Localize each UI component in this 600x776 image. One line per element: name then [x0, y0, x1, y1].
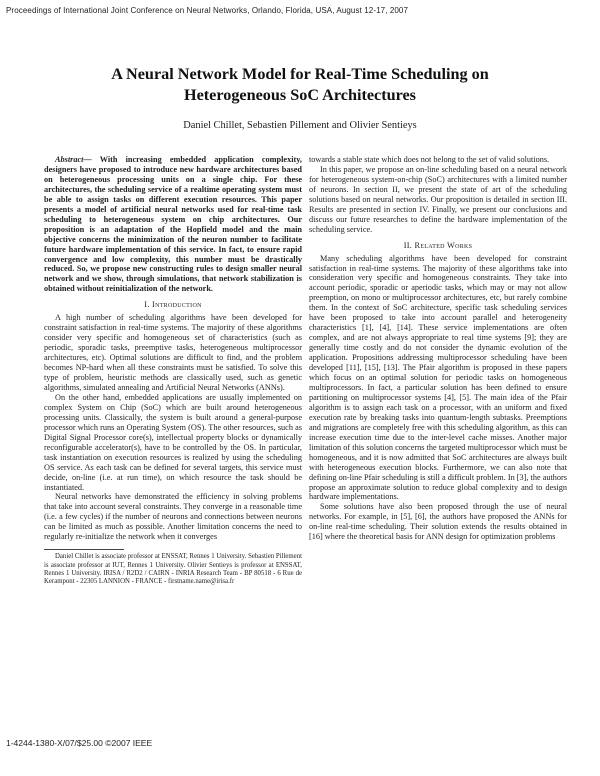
section-heading-related-works: II. Related Works — [403, 240, 473, 250]
paragraph: Some solutions have also been proposed through the use of neural networks. For example, in [5], [6], the authors have proposed the ANNs for on-line real-time scheduling. Their solution extends the results obtained in [16] where the theoretical basis for ANN design for optimization problems — [309, 502, 567, 542]
title-line-2: Heterogeneous SoC Architectures — [184, 86, 416, 104]
title-line-1: A Neural Network Model for Real-Time Scheduling on — [111, 65, 489, 83]
author-footnote: Daniel Chillet is associate professor at ENSSAT, Rennes 1 University. Sebastien Pillement is associate professor at IUT, Rennes 1 University. Olivier Sentieys is professor at ENSSAT, Rennes 1 University. IRISA / R2D2 / CAIRN - INRIA Research Team - BP 80518 - 6 Rue de Kerampont - 22305 LANNION - FRANCE - firstname.name@irisa.fr — [44, 553, 302, 586]
abstract-label: Abstract — [55, 155, 84, 164]
paragraph: On the other hand, embedded applications are usually implemented on complex System on Chip (SoC) which are built around heterogeneous processing units. Classically, the system is built around a general-purpose processor which runs an Operating System (OS). The other resources, such as Digital Signal Processor core(s), intellectual property blocks or dynamically reconfigurable accelerator(s), have to be controlled by the OS. In particular, task instantiation on execution resources is realized by using the scheduling OS service. As each task can be defined for several targets, this service must decide, on-line (i.e. at run time), on which resource the task should be instantiated. — [44, 392, 302, 492]
left-column — [44, 155, 302, 587]
running-header: Proceedings of International Joint Conference on Neural Networks, Orlando, Florida, USA, August 12-17, 2007 — [6, 6, 409, 15]
author-list: Daniel Chillet, Sebastien Pillement and Olivier Sentieys — [183, 120, 417, 131]
right-column — [309, 155, 567, 542]
paragraph: Neural networks have demonstrated the efficiency in solving problems that take into account several constraints. They converge in a reasonable time (i.e. a few cycles) if the number of neurons and connections between neurons can be limited as much as possible. Another limitation concerns the need to regularly re-initialize the network when it converges — [44, 492, 302, 542]
paper-title — [40, 64, 560, 106]
copyright-footer: 1-4244-1380-X/07/$25.00 ©2007 IEEE — [6, 738, 153, 748]
footnote-divider — [44, 549, 124, 550]
paragraph: towards a stable state which does not belong to the set of valid solutions. — [309, 155, 550, 164]
abstract — [44, 155, 302, 294]
paragraph: In this paper, we propose an on-line scheduling based on a neural network for heterogeneous system-on-chip (SoC) architectures with a limited number of neurons. In section II, we present the state of art of the scheduling solutions based on neural networks. Our proposition is detailed in section III. Results are presented in section IV. Finally, we present our conclusions and discuss our future researches to define the hardware implementation of the scheduling service. — [309, 164, 567, 234]
abstract-text: — With increasing embedded application complexity, designers have proposed to introduce new hardware architectures based on heterogeneous processing units on a single chip. For these architectures, the scheduling service of a realtime operating system must be able to assign tasks on different execution resources. This paper presents a model of artificial neural networks used for real-time task scheduling to heterogeneous system on chip architectures. Our proposition is an adaptation of the Hopfield model and the main objective concerns the minimization of the neuron number to facilitate future hardware implementation of this service. In fact, to ensure rapid convergence and low complexity, this number must be drastically reduced. So, we propose new constructing rules to design smaller neural network and we show, through simulations, that network stabilization is obtained without reinitialization of the network. — [44, 155, 302, 294]
paragraph: A high number of scheduling algorithms have been developed for constraint satisfaction in real-time systems. The majority of these algorithms consider very specific and homogeneous set of characteristics (such as periodic, sporadic tasks, preemptive tasks, heterogeneous multiprocessor architectures, etc). Optimal solutions are difficult to find, and the problem becomes NP-hard when all these constraints must be satisfied. To solve this type of problem, heuristic methods are classically used, such as genetic algorithms, simulated annealing and Artificial Neural Networks (ANNs). — [44, 313, 302, 392]
section-heading-introduction: I. Introduction — [144, 300, 202, 310]
paragraph: Many scheduling algorithms have been developed for constraint satisfaction in real-time systems. The majority of these algorithms take into consideration very specific and homogeneous constraints. They take into account periodic, sporadic or aperiodic tasks, which may or may not allow preemption, on mono or multiprocessor architectures, etc, but rarely combine them. In the context of SoC architecture, specific task scheduling services have been proposed to take into account parallel and heterogeneity characteristics [1], [4], [14]. These service implementations are often complex, and are not always appropriate to real time systems [9]; they are generally time costly and do not consider the dynamic evolution of the application. Propositions addressing multiprocessor scheduling have been developed [11], [15], [13]. The Pfair algorithm is proposed in these papers which focus on an optimal solution for periodic tasks on homogeneous multiprocessors. In fact, a particular solution has been defined to ensure partitioning on multiprocessor systems [4], [5]. The main idea of the Pfair algorithm is to assign each task on a processor, with an uniform and fixed execution rate by breaking tasks into quantum-length subtasks. Preemptions and migrations are completely free with this scheduling algorithm, as this can increase execution time due to the inter-level cache misses. Another major limitation of this solution concerns the targeted multiprocessor which must be homogeneous, and it is now admitted that SoC architectures are always built with heterogeneous execution blocks. Furthermore, we can also note that defining on-line Pfair scheduling is still a difficult problem. In [3], the authors propose an approximate solution to reduce global complexity and to design hardware implementations. — [309, 253, 567, 502]
